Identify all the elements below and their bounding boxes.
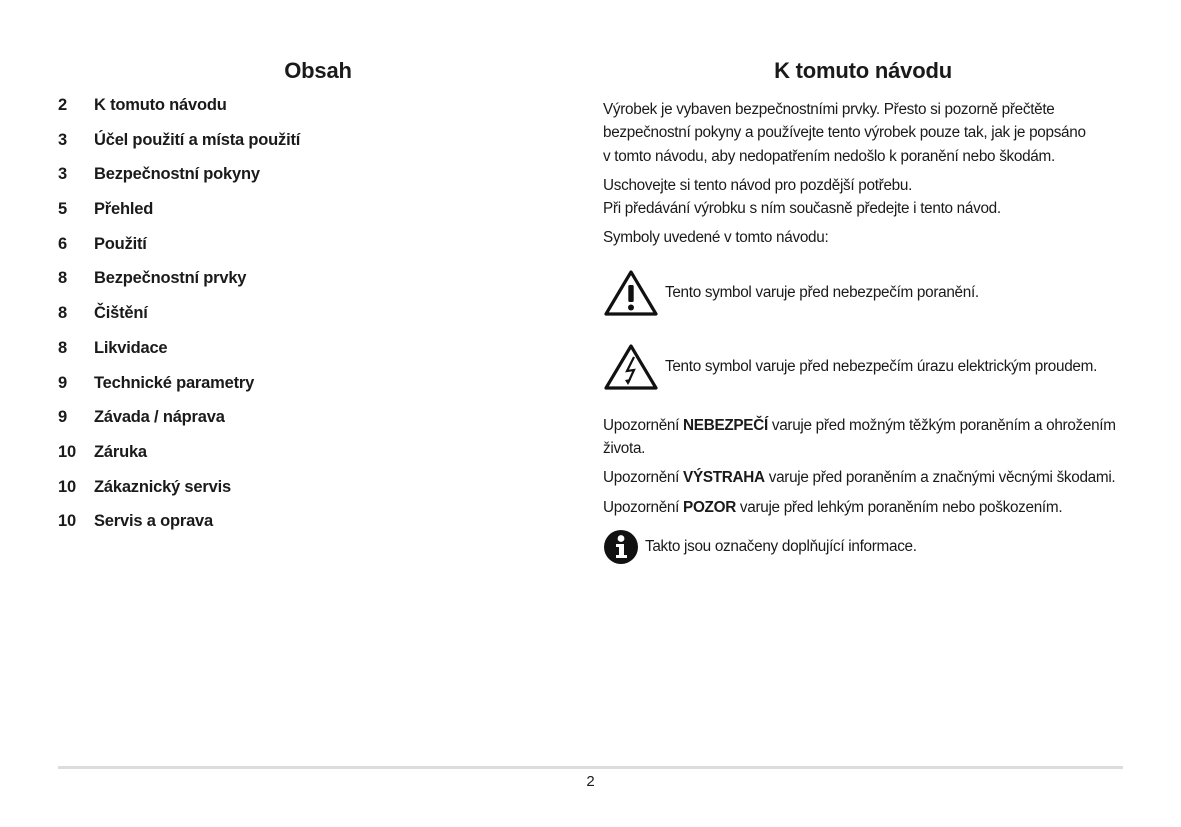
table-of-contents bbox=[58, 58, 578, 547]
toc-item-label: Servis a oprava bbox=[94, 512, 213, 531]
keep-line: Při předávání výrobku s ním současně předejte i tento návod. bbox=[603, 200, 1001, 218]
toc-item[interactable] bbox=[58, 339, 578, 374]
toc-item-label: K tomuto návodu bbox=[94, 96, 227, 114]
intro-paragraph bbox=[603, 98, 1123, 168]
intro-line: bezpečnostní pokyny a používejte tento výrobek pouze tak, jak je popsáno bbox=[603, 124, 1086, 142]
electric-symbol-text: Tento symbol varuje před nebezpečím úrazu elektrickým proudem. bbox=[665, 357, 1098, 375]
warning-notice bbox=[603, 466, 1123, 489]
toc-page-number: 2 bbox=[58, 96, 67, 114]
danger-line bbox=[603, 414, 1123, 437]
toc-page-number: 9 bbox=[58, 408, 67, 427]
toc-item-label: Bezpečnostní prvky bbox=[94, 269, 247, 288]
caution-keyword: POZOR bbox=[683, 498, 736, 516]
toc-item[interactable] bbox=[58, 478, 578, 513]
toc-item-label: Technické parametry bbox=[94, 373, 255, 392]
toc-item[interactable] bbox=[58, 304, 578, 339]
intro-line: v tomto návodu, aby nedopatřením nedošlo k poranění nebo škodám. bbox=[603, 147, 1055, 165]
toc-item[interactable] bbox=[58, 235, 578, 270]
toc-list bbox=[58, 96, 578, 547]
toc-page-number: 10 bbox=[58, 512, 76, 531]
toc-item-label: Přehled bbox=[94, 200, 154, 219]
toc-page-number: 9 bbox=[58, 373, 67, 392]
footer-divider bbox=[58, 766, 1123, 769]
toc-item-label: Bezpečnostní pokyny bbox=[94, 165, 260, 184]
toc-item[interactable] bbox=[58, 269, 578, 304]
toc-item-label: Čištění bbox=[94, 304, 148, 323]
toc-item[interactable] bbox=[58, 96, 578, 131]
danger-keyword: NEBEZPEČÍ bbox=[683, 416, 768, 434]
warning-rest: varuje před poraněním a značnými věcnými škodami. bbox=[764, 469, 1116, 487]
symbols-intro: Symboly uvedené v tomto návodu: bbox=[603, 229, 829, 247]
about-title: K tomuto návodu bbox=[774, 58, 952, 83]
intro-line: Výrobek je vybaven bezpečnostními prvky. Přesto si pozorně přečtěte bbox=[603, 101, 1055, 118]
toc-page-number: 8 bbox=[58, 338, 67, 357]
toc-page-number: 10 bbox=[58, 477, 76, 496]
info-text: Takto jsou označeny doplňující informace. bbox=[645, 537, 917, 555]
warning-symbol-text: Tento symbol varuje před nebezpečím poranění. bbox=[665, 283, 979, 301]
danger-notice bbox=[603, 414, 1123, 461]
toc-page-number: 3 bbox=[58, 130, 67, 149]
toc-page-number: 5 bbox=[58, 200, 67, 219]
toc-item-label: Použití bbox=[94, 234, 147, 253]
electric-symbol-row bbox=[603, 342, 1123, 392]
toc-page-number: 10 bbox=[58, 442, 76, 461]
warning-triangle-icon bbox=[603, 269, 665, 317]
danger-rest: varuje před možným těžkým poraněním a ohrožením bbox=[767, 416, 1116, 434]
toc-item[interactable] bbox=[58, 443, 578, 478]
keep-line: Uschovejte si tento návod pro pozdější potřebu. bbox=[603, 176, 913, 194]
toc-item[interactable] bbox=[58, 200, 578, 235]
toc-item[interactable] bbox=[58, 374, 578, 409]
toc-item-label: Záruka bbox=[94, 442, 147, 461]
toc-item-label: Závada / náprava bbox=[94, 408, 225, 427]
page-number: 2 bbox=[586, 773, 595, 790]
keep-manual-paragraph bbox=[603, 174, 1123, 221]
danger-line-2: života. bbox=[603, 440, 646, 458]
toc-item[interactable] bbox=[58, 512, 578, 547]
toc-item-label: Likvidace bbox=[94, 338, 168, 357]
warning-keyword: VÝSTRAHA bbox=[683, 469, 765, 487]
caution-prefix: Upozornění bbox=[603, 498, 684, 516]
toc-page-number: 3 bbox=[58, 165, 67, 184]
warning-prefix: Upozornění bbox=[603, 469, 684, 487]
toc-page-number: 8 bbox=[58, 269, 67, 288]
toc-item[interactable] bbox=[58, 408, 578, 443]
toc-title: Obsah bbox=[284, 58, 352, 83]
toc-item[interactable] bbox=[58, 165, 578, 200]
about-manual-section bbox=[603, 58, 1123, 565]
toc-page-number: 6 bbox=[58, 234, 67, 253]
info-icon bbox=[603, 529, 645, 565]
caution-rest: varuje před lehkým poraněním nebo poškozením. bbox=[735, 498, 1063, 516]
info-row bbox=[603, 529, 1123, 565]
toc-item[interactable] bbox=[58, 131, 578, 166]
caution-notice bbox=[603, 496, 1123, 519]
warning-symbol-row bbox=[603, 268, 1123, 318]
electric-hazard-icon bbox=[603, 343, 665, 391]
toc-item-label: Zákaznický servis bbox=[94, 477, 231, 496]
toc-page-number: 8 bbox=[58, 304, 67, 323]
danger-prefix: Upozornění bbox=[603, 416, 684, 434]
toc-item-label: Účel použití a místa použití bbox=[94, 130, 301, 149]
